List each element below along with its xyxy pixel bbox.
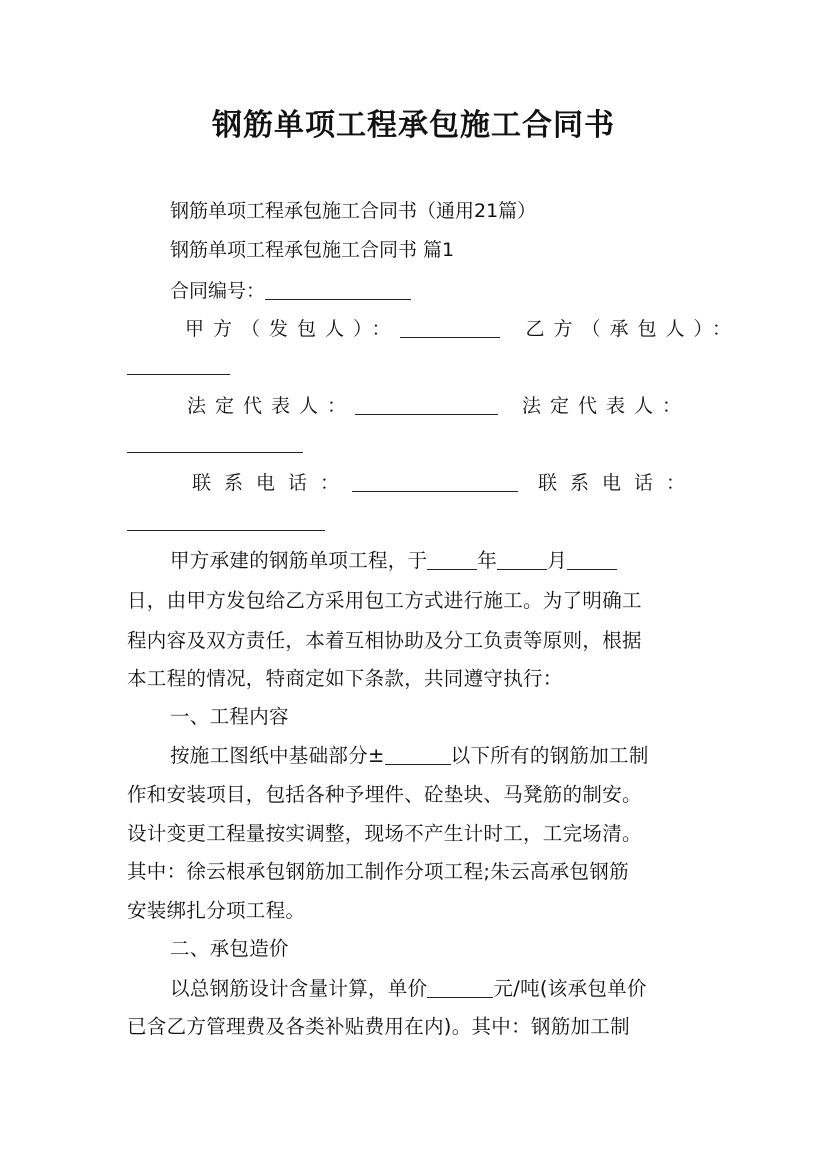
- party-b-blank-row: [127, 354, 230, 378]
- elevation-blank: [385, 745, 451, 765]
- phone-b-label: 联系电话：: [538, 472, 699, 494]
- unit-price-blank: [427, 978, 493, 998]
- legal-rep-row: [187, 394, 690, 418]
- party-b-label: 乙方（承包人）：: [525, 318, 741, 340]
- legal-rep-b-blank-row: [127, 432, 303, 456]
- party-a-label: 甲方（发包人）：: [185, 318, 400, 340]
- section-title: 钢筋单项工程承包施工合同书 篇1: [170, 239, 455, 261]
- subtitle: 钢筋单项工程承包施工合同书（通用21篇）: [170, 200, 537, 222]
- para2-line5: 安装绑扎分项工程。: [127, 899, 306, 922]
- para2-line4: 其中：徐云根承包钢筋加工制作分项工程;朱云高承包钢筋: [127, 860, 629, 883]
- heading-work-content: 一、工程内容: [170, 705, 289, 728]
- day-blank: [567, 550, 617, 570]
- para2-line1: [170, 744, 649, 768]
- para1-text: 甲方承建的钢筋单项工程，于: [170, 549, 428, 572]
- para1-line2: 日，由甲方发包给乙方采用包工方式进行施工。为了明确工: [127, 589, 642, 612]
- legal-rep-b-label: 法定代表人：: [522, 395, 691, 417]
- heading-contract-price: 二、承包造价: [170, 937, 289, 960]
- legal-rep-b-blank: [127, 433, 303, 453]
- para3-line1: [170, 977, 647, 1001]
- para2-text-cont: 以下所有的钢筋加工制: [450, 744, 649, 767]
- year-label: 年: [477, 549, 498, 572]
- para3-line2: 已含乙方管理费及各类补贴费用在内)。其中：钢筋加工制: [127, 1015, 630, 1038]
- document-title: 钢筋单项工程承包施工合同书: [212, 108, 615, 143]
- phone-a-label: 联系电话：: [192, 472, 353, 494]
- legal-rep-a-blank: [355, 395, 498, 415]
- para2-line3: 设计变更工程量按实调整，现场不产生计时工，工完场清。: [127, 822, 642, 845]
- para1-line4: 本工程的情况，特商定如下条款，共同遵守执行：: [127, 667, 563, 690]
- party-a-blank: [400, 318, 500, 338]
- phone-b-blank-row: [127, 510, 325, 534]
- contract-number-blank: [265, 280, 411, 300]
- contract-number-label: 合同编号：: [170, 280, 266, 302]
- month-blank: [497, 550, 547, 570]
- legal-rep-a-label: 法定代表人：: [187, 395, 356, 417]
- contract-number-row: [170, 279, 411, 303]
- para1-line3: 程内容及双方责任，本着互相协助及分工负责等原则，根据: [127, 629, 642, 652]
- para2-line2: 作和安装项目，包括各种予埋件、砼垫块、马凳筋的制安。: [127, 783, 642, 806]
- month-label: 月: [547, 549, 568, 572]
- para3-text-cont: 元/吨(该承包单价: [493, 977, 647, 1000]
- para3-text: 以总钢筋设计含量计算，单价: [170, 977, 428, 1000]
- para2-text: 按施工图纸中基础部分±: [170, 744, 385, 767]
- year-blank: [427, 550, 477, 570]
- phone-a-blank: [352, 472, 518, 492]
- party-b-blank: [127, 355, 230, 375]
- party-row: [185, 317, 740, 341]
- phone-b-blank: [127, 511, 325, 531]
- phone-row: [192, 471, 698, 495]
- para1-line1: [170, 549, 617, 573]
